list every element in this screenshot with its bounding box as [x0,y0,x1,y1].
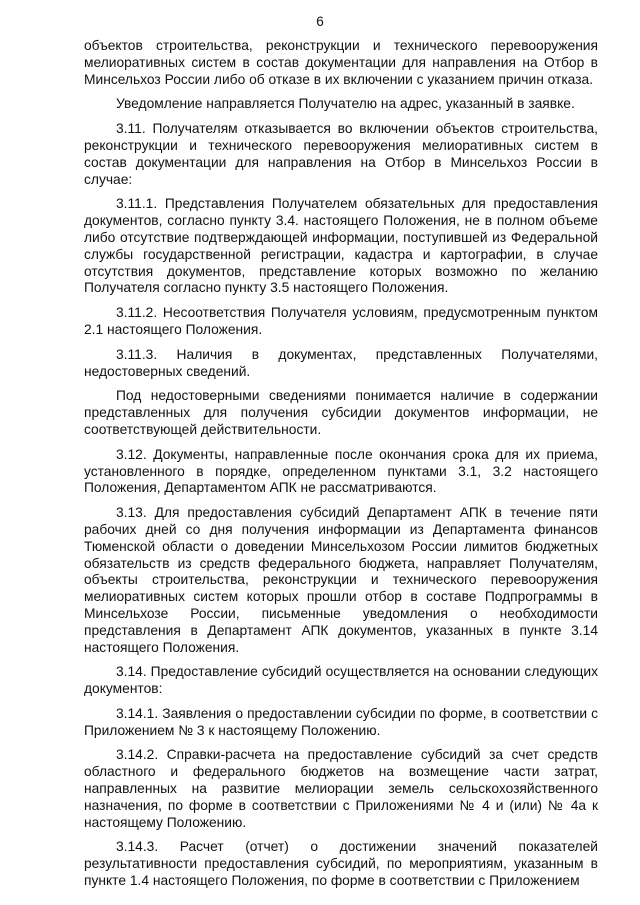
paragraph-3-11: 3.11. Получателям отказывается во включении объектов строительства, реконструкции и технического перевооружения мелиоративных систем в состав документации для направления на Отбор в Минсельхоз России в случае: [84,121,598,187]
paragraph-notification: Уведомление направляется Получателю на адрес, указанный в заявке. [116,96,575,112]
paragraph-continuation: объектов строительства, реконструкции и технического перевооружения мелиоративных систем в состав документации для направления на Отбор в Минсельхоз России либо об отказе в их включении с указанием причин отказа. [84,38,598,87]
paragraph-3-11-3: 3.11.3. Наличия в документах, представленных Получателями, недостоверных сведений. [84,346,598,379]
paragraph-3-11-2: 3.11.2. Несоответствия Получателя условиям, предусмотренным пунктом 2.1 настоящего Положения. [84,305,598,337]
paragraph-3-14-3: 3.14.3. Расчет (отчет) о достижении значений показателей результативности предоставления субсидий, по мероприятиям, указанным в пункте 1.4 настоящего Положения, по форме в соответствии с Приложением [84,839,598,889]
paragraph-false-info-definition: Под недостоверными сведениями понимается наличие в содержании представленных для получения субсидии документов информации, не соответствующей действительности. [84,388,598,437]
paragraph-3-14: 3.14. Предоставление субсидий осуществляется на основании следующих документов: [84,664,598,697]
document-body [84,38,598,898]
paragraph-3-12: 3.12. Документы, направленные после окончания срока для их приема, установленного в порядке, определенном пунктами 3.1, 3.2 настоящего Положения, Департаментом АПК не рассматриваются. [84,446,598,496]
page-number: 6 [316,14,324,29]
paragraph-3-14-1: 3.14.1. Заявления о предоставлении субсидии по форме, в соответствии с Приложением № 3 к настоящему Положению. [84,705,598,738]
paragraph-3-13: 3.13. Для предоставления субсидий Департамент АПК в течение пяти рабочих дней со дня получения информации из Департамента финансов Тюменской области о доведении Минсельхозом России лимитов бюджетных обязательств из средств федерального бюджета, направляет Получателям, объекты строительства, реконструкции и технического перевооружения мелиоративных систем которых прошли отбор в составе Подпрограммы в Минсельхозе России, письменные уведомления о необходимости представления в Департамент АПК документов, указанных в пункте 3.14 настоящего Положения. [84,505,598,655]
paragraph-3-11-1: 3.11.1. Представления Получателем обязательных для предоставления документов, согласно пункту 3.4. настоящего Положения, не в полном объеме либо отсутствие подтверждающей информации, поступившей из Федеральной службы государственной регистрации, кадастра и картографии, в случае отсутствия документов, представление которых возможно по желанию Получателя согласно пункту 3.5 настоящего Положения. [84,196,598,296]
paragraph-3-14-2: 3.14.2. Справки-расчета на предоставление субсидий за счет средств областного и федерального бюджетов на возмещение части затрат, направленных на развитие мелиорации земель сельскохозяйственного назначения, по форме в соответствии с Приложениями № 4 и (или) № 4а к настоящему Положению. [84,747,598,830]
